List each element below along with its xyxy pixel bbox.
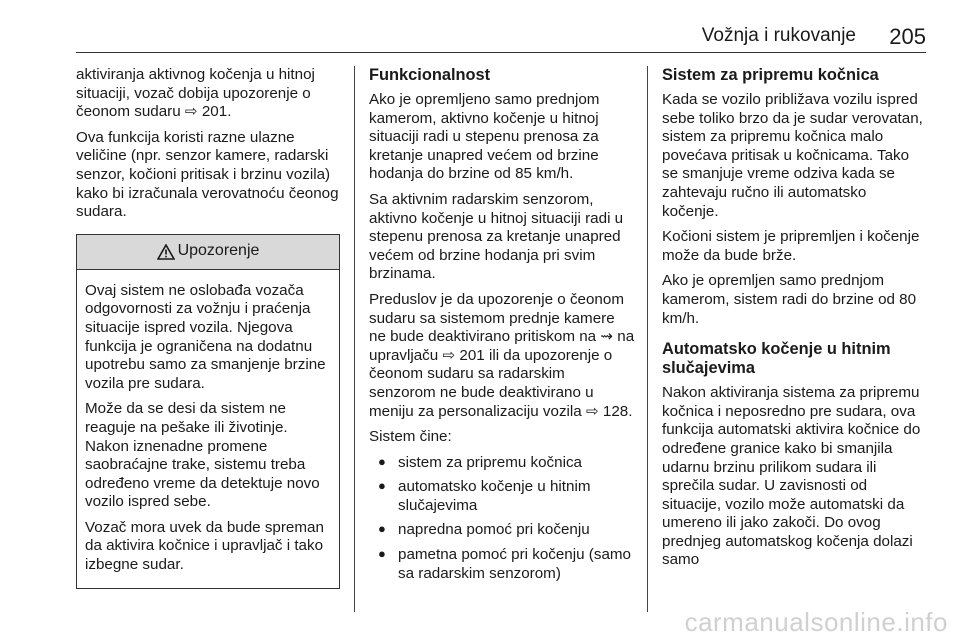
watermark: carmanualsonline.info [684,607,948,637]
paragraph: Vozač mora uvek da bude spreman da aktivira kočnice i upravljač i tako izbegne sudar. [85,518,324,574]
column-3 [662,66,926,577]
paragraph: Ovaj sistem ne oslobađa vozača odgovornosti za vožnju i praćenja situacije ispred vozila. Njegova funkcija je ograničena na dodatnu upotrebu samo za smanjenje brzine vozila pre sudara. [85,281,326,392]
paragraph: Može da se desi da sistem ne reaguje na pešake ili životinje. Nakon iznenadne promene saobraćajne trake, sistemu treba određeno vreme da detektuje novo vozilo ispred sebe. [85,400,320,511]
paragraph: Ako je opremljeno samo prednjom kamerom, aktivno kočenje u hitnoj situaciji radi u stepenu prenosa za kretanje unapred većem od brzine hodanja do brzine od 85 km/h. [369,91,600,183]
warning-triangle-icon [157,244,175,260]
section-heading: Automatsko kočenje u hitnim slučajevima [662,340,891,378]
column-2 [369,66,635,589]
paragraph: Ova funkcija koristi razne ulazne veličine (npr. senzor kamere, radarski senzor, kočioni pritisak i brzinu vozila) kako bi izračunala verovatnoću čeonog sudara. [76,128,339,221]
page-title: Vožnja i rukovanje [701,25,856,46]
warning-title: Upozorenje [177,242,260,260]
paragraph: Preduslov je da upozorenje o čeonom sudaru sa sistemom prednje kamere ne bude deaktivirano pritiskom na ⇝ na upravljaču ⇨ 201 ili da upozorenje o čeonom sudaru sa radarskim senzorom ne bude deaktivirano u meniju za personalizaciju vozila ⇨ 128. [369,290,635,420]
paragraph: Ako je opremljen samo prednjom kamerom, sistem radi do brzine od 80 km/h. [662,272,917,327]
page-header [76,24,926,53]
component-list [369,454,635,584]
section-heading: Funkcionalnost [369,66,491,84]
list-item: ● pametna pomoć pri kočenju (samo sa radarskim senzorom) [398,546,635,583]
paragraph: Sistem čine: [369,428,452,446]
column-divider [354,66,355,612]
list-item: ● sistem za pripremu kočnica [398,454,635,473]
column-divider [647,66,648,612]
paragraph: Kočioni sistem je pripremljen i kočenje može da bude brže. [662,228,920,264]
warning-header [77,235,339,270]
paragraph: Kada se vozilo približava vozilu ispred sebe toliko brzo da je sudar verovatan, sistem za pripremu kočnica malo povećava pritisak u kočnicama. Tako se smanjuje vreme odziva kada se zahtevaju ručno ili automatsko kočenje. [662,91,923,220]
section-heading: Sistem za pripremu kočnica [662,66,879,84]
list-item: ● automatsko kočenje u hitnim slučajevima [398,478,635,515]
paragraph: aktiviranja aktivnog kočenja u hitnoj situaciji, vozač dobija upozorenje o čeonom sudaru ⇨ 201. [76,66,315,121]
warning-body [77,270,339,588]
column-1 [76,66,340,589]
paragraph: Sa aktivnim radarskim senzorom, aktivno kočenje u hitnoj situaciji radi u stepenu prenosa za kretanje unapred većem od brzine hodanja pri svim brzinama. [369,190,624,283]
warning-box [76,234,340,589]
paragraph: Nakon aktiviranja sistema za pripremu kočnica i neposredno pre sudara, ova funkcija automatski aktivira kočnice do određene granice kako bi smanjila udarnu brzinu prilikom sudara ili sprečila sudar. U zavisnosti od situacije, vozilo može automatski da umereno ili jako zakoči. Do ovog prednjeg automatskog kočenja dolazi samo [662,384,921,569]
page-number: 205 [889,24,926,49]
list-item: ● napredna pomoć pri kočenju [398,521,635,540]
